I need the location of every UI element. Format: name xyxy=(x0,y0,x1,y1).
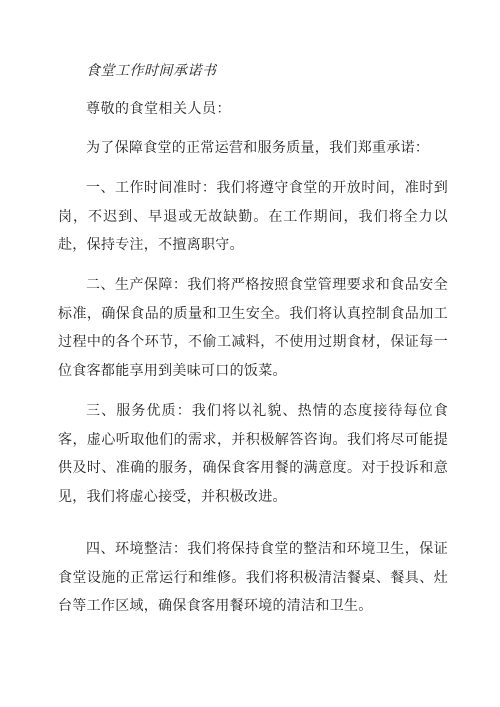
paragraph-service: 三、服务优质：我们将以礼貌、热情的态度接待每位食客，虚心听取他们的需求，并积极解答咨询。我们将尽可能提供及时、准确的服务，确保食客用餐的满意度。对于投诉和意见，我们将虚心接受，并积极改进。 xyxy=(58,403,448,505)
paragraph-environment: 四、环境整洁：我们将保持食堂的整洁和环境卫生，保证食堂设施的正常运行和维修。我们将积极清洁餐桌、餐具、灶台等工作区域，确保食客用餐环境的清洁和卫生。 xyxy=(58,541,448,614)
document-title: 食堂工作时间承诺书 xyxy=(86,63,217,79)
paragraph-production: 二、生产保障：我们将严格按照食堂管理要求和食品安全标准，确保食品的质量和卫生安全。我们将认真控制食品加工过程中的各个环节，不偷工减料，不使用过期食材，保证每一位食客都能享用到美味可口的饭菜。 xyxy=(58,277,448,379)
intro-paragraph: 为了保障食堂的正常运营和服务质量，我们郑重承诺： xyxy=(86,140,430,156)
paragraph-work-time: 一、工作时间准时：我们将遵守食堂的开放时间，准时到岗，不迟到、早退或无故缺勤。在工作期间，我们将全力以赴，保持专注，不擅离职守。 xyxy=(58,180,448,253)
salutation: 尊敬的食堂相关人员： xyxy=(86,101,231,117)
